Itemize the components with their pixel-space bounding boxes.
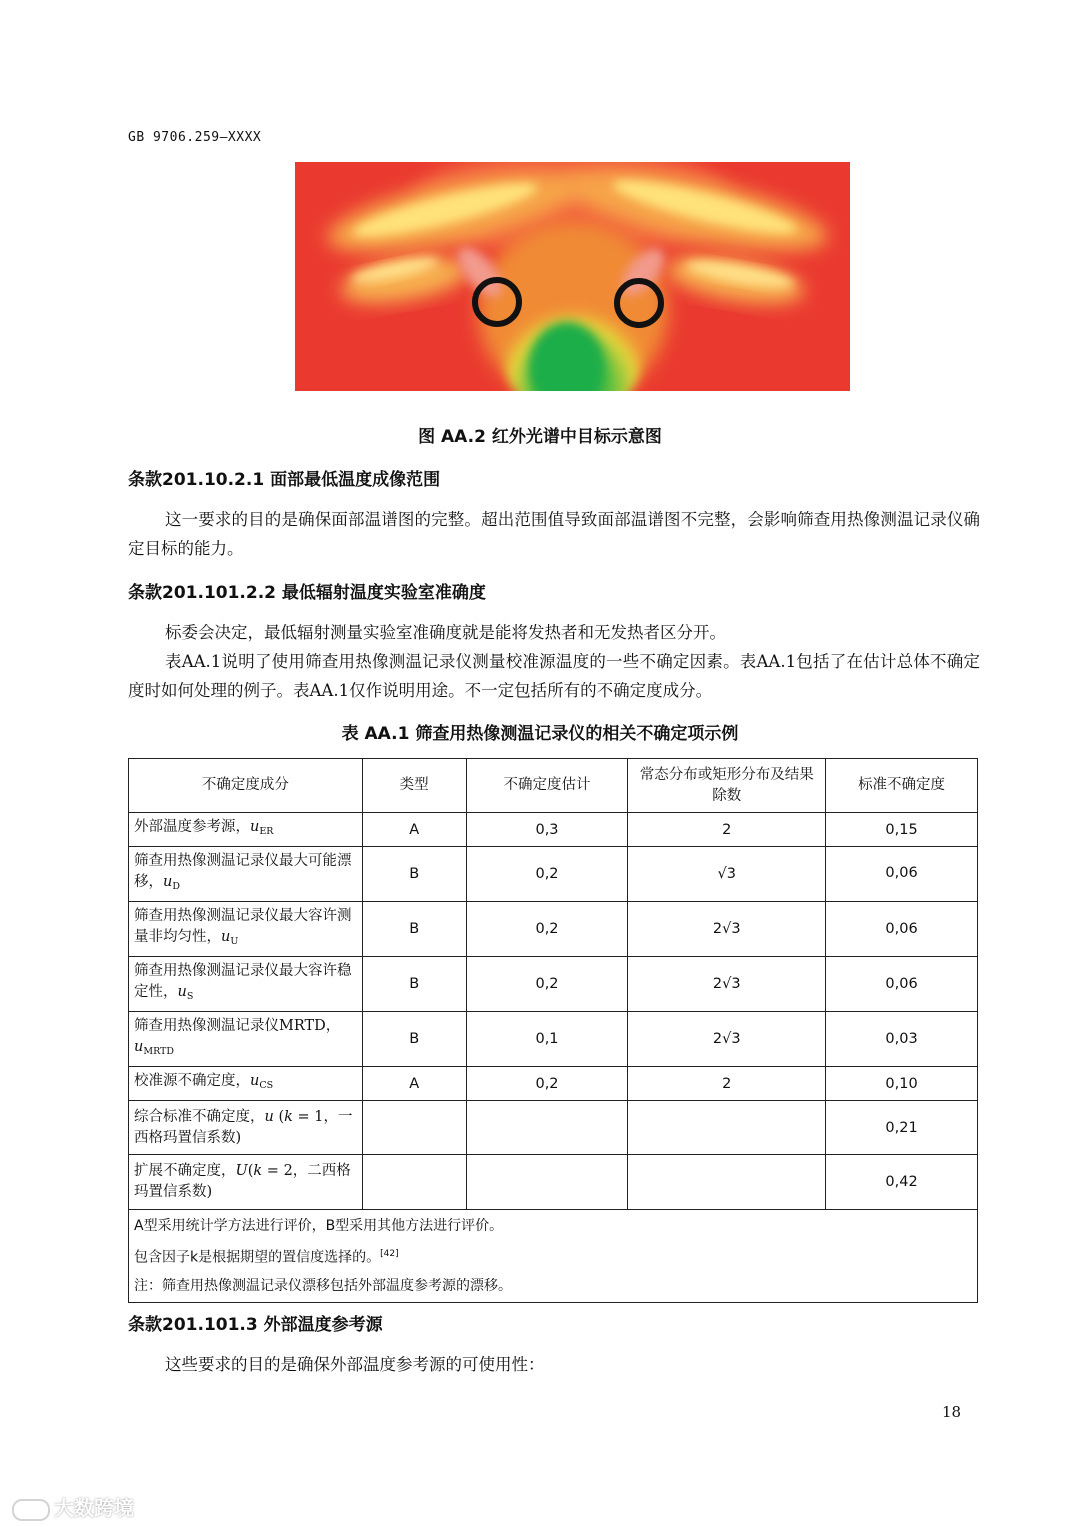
type-cell: B — [362, 902, 466, 957]
std-uncertainty-cell: 0,06 — [826, 957, 978, 1012]
column-header: 不确定度成分 — [129, 759, 363, 813]
clause-heading: 条款201.101.3 外部温度参考源 — [128, 1315, 383, 1335]
std-uncertainty-cell: 0,15 — [826, 813, 978, 847]
table-row-combined — [129, 1101, 978, 1155]
component-cell: 外部温度参考源，$u_{ER}$ — [129, 813, 363, 847]
type-cell: B — [362, 957, 466, 1012]
std-uncertainty-cell: 0,06 — [826, 847, 978, 902]
table-row — [129, 957, 978, 1012]
empty-cell — [362, 1155, 466, 1210]
std-uncertainty-cell: 0,10 — [826, 1067, 978, 1101]
table-row — [129, 1012, 978, 1067]
column-header: 常态分布或矩形分布及结果除数 — [628, 759, 826, 813]
type-cell: A — [362, 1067, 466, 1101]
clause-heading: 条款201.10.2.1 面部最低温度成像范围 — [128, 470, 441, 490]
component-cell: 筛查用热像测温记录仪最大容许稳定性，$u_S$ — [129, 957, 363, 1012]
note-line: 注：筛查用热像测温记录仪漂移包括外部温度参考源的漂移。 — [134, 1277, 512, 1294]
note-line: 包含因子k是根据期望的置信度选择的。[42] — [134, 1249, 399, 1266]
table-caption: 表 AA.1 筛查用热像测温记录仪的相关不确定项示例 — [341, 724, 739, 744]
table-notes-row — [129, 1210, 978, 1303]
std-uncertainty-cell: 0,03 — [826, 1012, 978, 1067]
page-number: 18 — [942, 1403, 962, 1421]
table-row — [129, 847, 978, 902]
clause-heading: 条款201.101.2.2 最低辐射温度实验室准确度 — [128, 583, 486, 603]
component-cell: 扩展不确定度，U(k = 2，二西格玛置信系数) — [129, 1155, 363, 1210]
table-row — [129, 902, 978, 957]
estimate-cell: 0,2 — [466, 1067, 628, 1101]
type-cell: B — [362, 847, 466, 902]
paragraph: 表AA.1说明了使用筛查用热像测温记录仪测量校准源温度的一些不确定因素。表AA.1包括了在估计总体不确定度时如何处理的例子。表AA.1仅作说明用途。不一定包括所有的不确定度成分。 — [128, 652, 980, 700]
figure-caption: 图 AA.2 红外光谱中目标示意图 — [418, 427, 662, 447]
uncertainty-table — [128, 758, 978, 1303]
estimate-cell: 0,2 — [466, 847, 628, 902]
type-cell: B — [362, 1012, 466, 1067]
component-cell: 筛查用热像测温记录仪最大容许测量非均匀性，$u_U$ — [129, 902, 363, 957]
note-line: A型采用统计学方法进行评价，B型采用其他方法进行评价。 — [134, 1218, 504, 1234]
empty-cell — [628, 1155, 826, 1210]
paragraph: 标委会决定，最低辐射测量实验室准确度就是能将发热者和无发热者区分开。 — [165, 623, 726, 642]
component-cell: 综合标准不确定度，u (k = 1，一西格玛置信系数) — [129, 1101, 363, 1155]
table-header-row — [129, 759, 978, 813]
divisor-cell: 2 — [628, 813, 826, 847]
watermark: 大数跨境 — [12, 1492, 134, 1521]
table-row — [129, 1067, 978, 1101]
table-row — [129, 813, 978, 847]
reference-mark: [42] — [380, 1249, 399, 1259]
divisor-cell: 2√3 — [628, 1012, 826, 1067]
type-cell: A — [362, 813, 466, 847]
column-header: 类型 — [362, 759, 466, 813]
divisor-cell: 2√3 — [628, 902, 826, 957]
empty-cell — [362, 1101, 466, 1155]
component-cell: 筛查用热像测温记录仪MRTD，$u_{MRTD}$ — [129, 1012, 363, 1067]
paragraph: 这一要求的目的是确保面部温谱图的完整。超出范围值导致面部温谱图不完整，会影响筛查用热像测温记录仪确定目标的能力。 — [128, 510, 980, 558]
divisor-cell: 2 — [628, 1067, 826, 1101]
std-uncertainty-cell: 0,21 — [826, 1101, 978, 1155]
standard-code: GB 9706.259—XXXX — [128, 130, 262, 145]
estimate-cell: 0,2 — [466, 957, 628, 1012]
empty-cell — [466, 1155, 628, 1210]
watermark-logo-icon — [12, 1499, 50, 1521]
estimate-cell: 0,1 — [466, 1012, 628, 1067]
empty-cell — [628, 1101, 826, 1155]
column-header: 不确定度估计 — [466, 759, 628, 813]
std-uncertainty-cell: 0,06 — [826, 902, 978, 957]
thermal-image — [295, 162, 850, 391]
table-notes — [129, 1210, 978, 1303]
estimate-cell: 0,2 — [466, 902, 628, 957]
paragraph: 这些要求的目的是确保外部温度参考源的可使用性： — [165, 1355, 545, 1374]
component-cell: 校准源不确定度，$u_{CS}$ — [129, 1067, 363, 1101]
table-row-expanded — [129, 1155, 978, 1210]
column-header: 标准不确定度 — [826, 759, 978, 813]
estimate-cell: 0,3 — [466, 813, 628, 847]
std-uncertainty-cell: 0,42 — [826, 1155, 978, 1210]
infrared-face-figure — [295, 162, 850, 391]
component-cell: 筛查用热像测温记录仪最大可能漂移，$u_D$ — [129, 847, 363, 902]
divisor-cell: √3 — [628, 847, 826, 902]
divisor-cell: 2√3 — [628, 957, 826, 1012]
empty-cell — [466, 1101, 628, 1155]
